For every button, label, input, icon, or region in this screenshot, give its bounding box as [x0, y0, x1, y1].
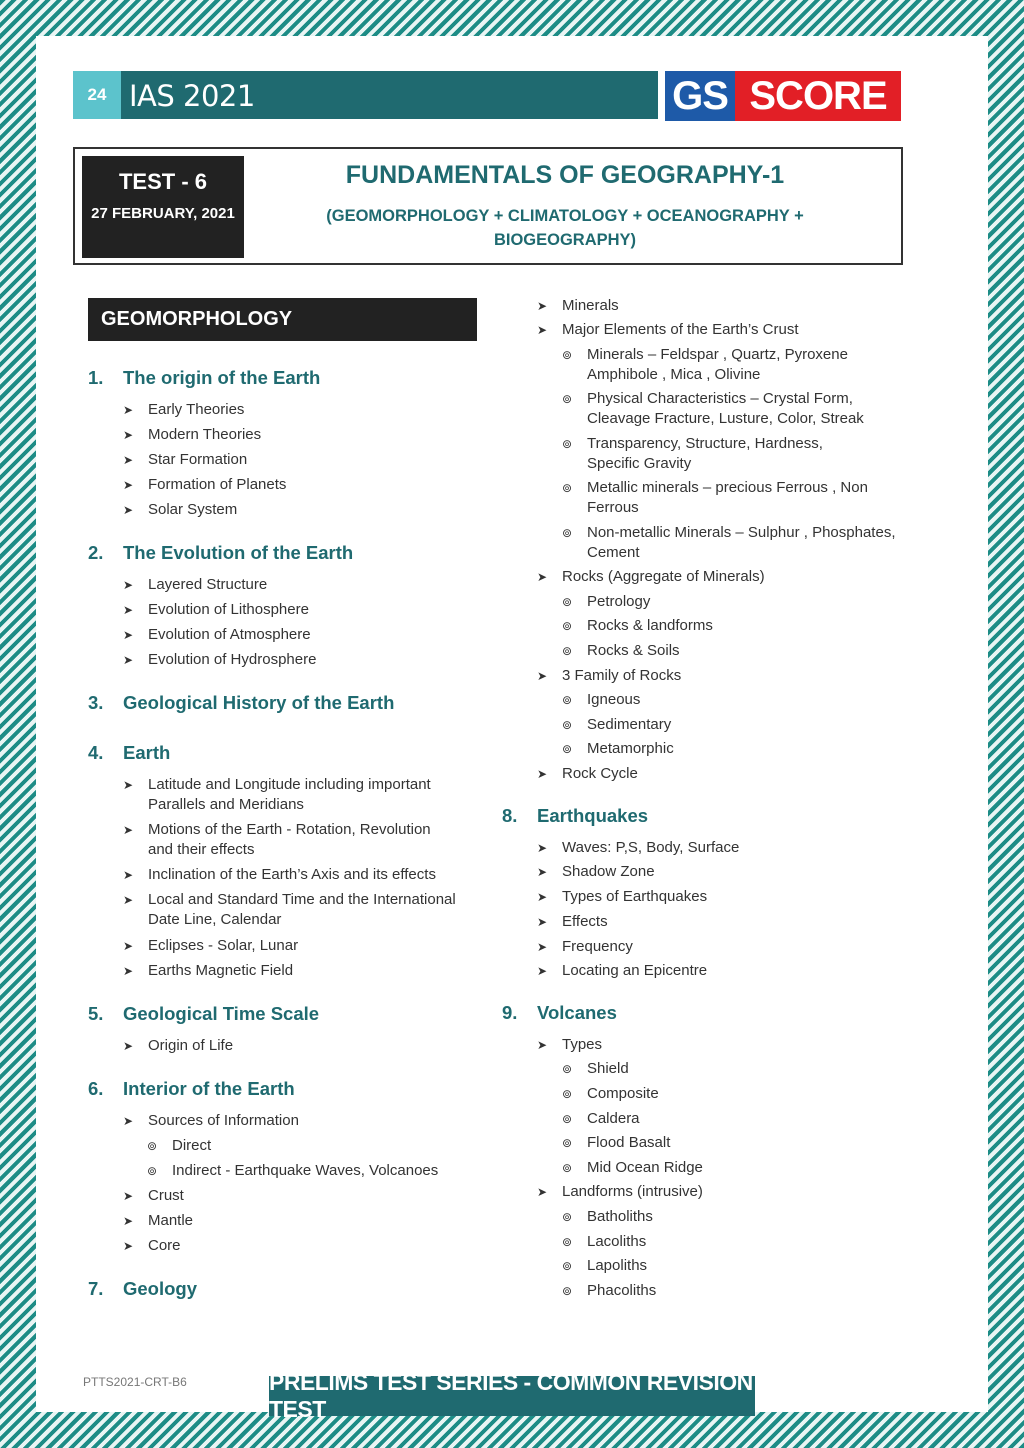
- sub-list-item: ⊚ Physical Characteristics – Crystal Form, Cleavage Fracture, Lusture, Color, Streak: [562, 390, 864, 427]
- list-item: ➤ 3 Family of Rocks: [537, 667, 682, 684]
- list-item: ➤ Early Theories: [123, 401, 245, 418]
- list-item: ➤ Star Formation: [123, 451, 248, 468]
- page-number: 24: [73, 71, 121, 119]
- list-item: ➤ Earths Magnetic Field: [123, 962, 294, 979]
- page: [36, 36, 988, 1422]
- sub-list-item: ⊚ Lapoliths: [562, 1257, 648, 1274]
- list-item: ➤ Rocks (Aggregate of Minerals): [537, 568, 765, 585]
- list-item: ➤ Shadow Zone: [537, 863, 655, 880]
- sub-list-item: ⊚ Lacoliths: [562, 1233, 647, 1250]
- list-item: ➤ Evolution of Lithosphere: [123, 601, 309, 618]
- logo-gs: GS: [665, 71, 735, 121]
- sub-list-item: ⊚ Shield: [562, 1060, 629, 1077]
- sub-list-item: ⊚ Sedimentary: [562, 716, 672, 733]
- test-subtitle: (GEOMORPHOLOGY + CLIMATOLOGY + OCEANOGRAPHY + BIOGEOGRAPHY): [326, 207, 804, 249]
- sub-list-item: ⊚ Phacoliths: [562, 1282, 657, 1299]
- topic-heading: 2. The Evolution of the Earth: [88, 542, 354, 563]
- list-item: ➤ Inclination of the Earth’s Axis and its effects: [123, 866, 436, 883]
- list-item: ➤ Types: [537, 1036, 603, 1053]
- topic-heading: 4. Earth: [88, 742, 171, 763]
- list-item: ➤ Latitude and Longitude including important Parallels and Meridians: [123, 776, 431, 813]
- section-heading: GEOMORPHOLOGY: [88, 298, 477, 341]
- test-title: FUNDAMENTALS OF GEOGRAPHY-1: [345, 161, 785, 189]
- sub-list-item: ⊚ Caldera: [562, 1110, 640, 1127]
- list-item: ➤ Motions of the Earth - Rotation, Revolution and their effects: [123, 821, 431, 858]
- test-box: [73, 147, 903, 265]
- topic-heading: 1. The origin of the Earth: [88, 367, 321, 388]
- sub-list-item: ⊚ Transparency, Structure, Hardness, Specific Gravity: [562, 435, 823, 472]
- list-item: ➤ Layered Structure: [123, 576, 268, 593]
- list-item: ➤ Frequency: [537, 938, 633, 955]
- list-item: ➤ Crust: [123, 1187, 184, 1204]
- test-date: 27 FEBRUARY, 2021: [91, 205, 235, 222]
- list-item: ➤ Rock Cycle: [537, 765, 638, 782]
- test-number: TEST - 6: [118, 169, 207, 194]
- list-item: ➤ Evolution of Atmosphere: [123, 626, 311, 643]
- sub-list-item: ⊚ Composite: [562, 1085, 659, 1102]
- topic-heading: 7. Geology: [88, 1278, 198, 1299]
- sub-list-item: ⊚ Batholiths: [562, 1208, 653, 1225]
- list-item: ➤ Solar System: [123, 501, 238, 518]
- list-item: ➤ Evolution of Hydrosphere: [123, 651, 317, 668]
- list-item: ➤ Minerals: [537, 297, 619, 314]
- list-item: ➤ Waves: P,S, Body, Surface: [537, 839, 740, 856]
- sub-list-item: ⊚ Rocks & landforms: [562, 617, 713, 634]
- list-item: ➤ Mantle: [123, 1212, 194, 1229]
- list-item: ➤ Locating an Epicentre: [537, 962, 708, 979]
- list-item: ➤ Landforms (intrusive): [537, 1183, 703, 1200]
- test-topic: [265, 161, 865, 252]
- logo-score: SCORE: [735, 71, 901, 121]
- sub-list-item: ⊚ Metallic minerals – precious Ferrous , Non Ferrous: [562, 479, 868, 516]
- header-bar: [73, 71, 658, 119]
- footer-banner: PRELIMS TEST SERIES - COMMON REVISION TEST: [269, 1376, 755, 1416]
- list-item: ➤ Major Elements of the Earth’s Crust: [537, 321, 799, 338]
- list-item: ➤ Origin of Life: [123, 1037, 234, 1054]
- sub-list-item: ⊚ Indirect - Earthquake Waves, Volcanoes: [147, 1162, 439, 1179]
- topic-heading: 5. Geological Time Scale: [88, 1003, 320, 1024]
- sub-list-item: ⊚ Igneous: [562, 691, 641, 708]
- sub-list-item: ⊚ Metamorphic: [562, 740, 674, 757]
- header-title: IAS 2021: [129, 79, 255, 113]
- list-item: ➤ Core: [123, 1237, 181, 1254]
- sub-list-item: ⊚ Mid Ocean Ridge: [562, 1159, 703, 1176]
- sub-list-item: ⊚ Direct: [147, 1137, 212, 1154]
- list-item: ➤ Modern Theories: [123, 426, 262, 443]
- topic-heading: 9. Volcanes: [502, 1002, 617, 1023]
- footer-code: PTTS2021-CRT-B6: [83, 1375, 187, 1389]
- list-item: ➤ Local and Standard Time and the International Date Line, Calendar: [123, 891, 456, 928]
- list-item: ➤ Formation of Planets: [123, 476, 287, 493]
- list-item: ➤ Sources of Information: [123, 1112, 299, 1129]
- sub-list-item: ⊚ Flood Basalt: [562, 1134, 671, 1151]
- list-item: ➤ Types of Earthquakes: [537, 888, 708, 905]
- sub-list-item: ⊚ Petrology: [562, 593, 651, 610]
- gs-score-logo: [665, 71, 901, 121]
- list-item: ➤ Effects: [537, 913, 608, 930]
- sub-list-item: ⊚ Rocks & Soils: [562, 642, 680, 659]
- topic-heading: 6. Interior of the Earth: [88, 1078, 295, 1099]
- test-label-box: [82, 156, 244, 258]
- topic-heading: 3. Geological History of the Earth: [88, 692, 395, 713]
- sub-list-item: ⊚ Non-metallic Minerals – Sulphur , Phosphates, Cement: [562, 524, 896, 561]
- list-item: ➤ Eclipses - Solar, Lunar: [123, 937, 299, 954]
- sub-list-item: ⊚ Minerals – Feldspar , Quartz, Pyroxene Amphibole , Mica , Olivine: [562, 346, 848, 383]
- topic-heading: 8. Earthquakes: [502, 805, 649, 826]
